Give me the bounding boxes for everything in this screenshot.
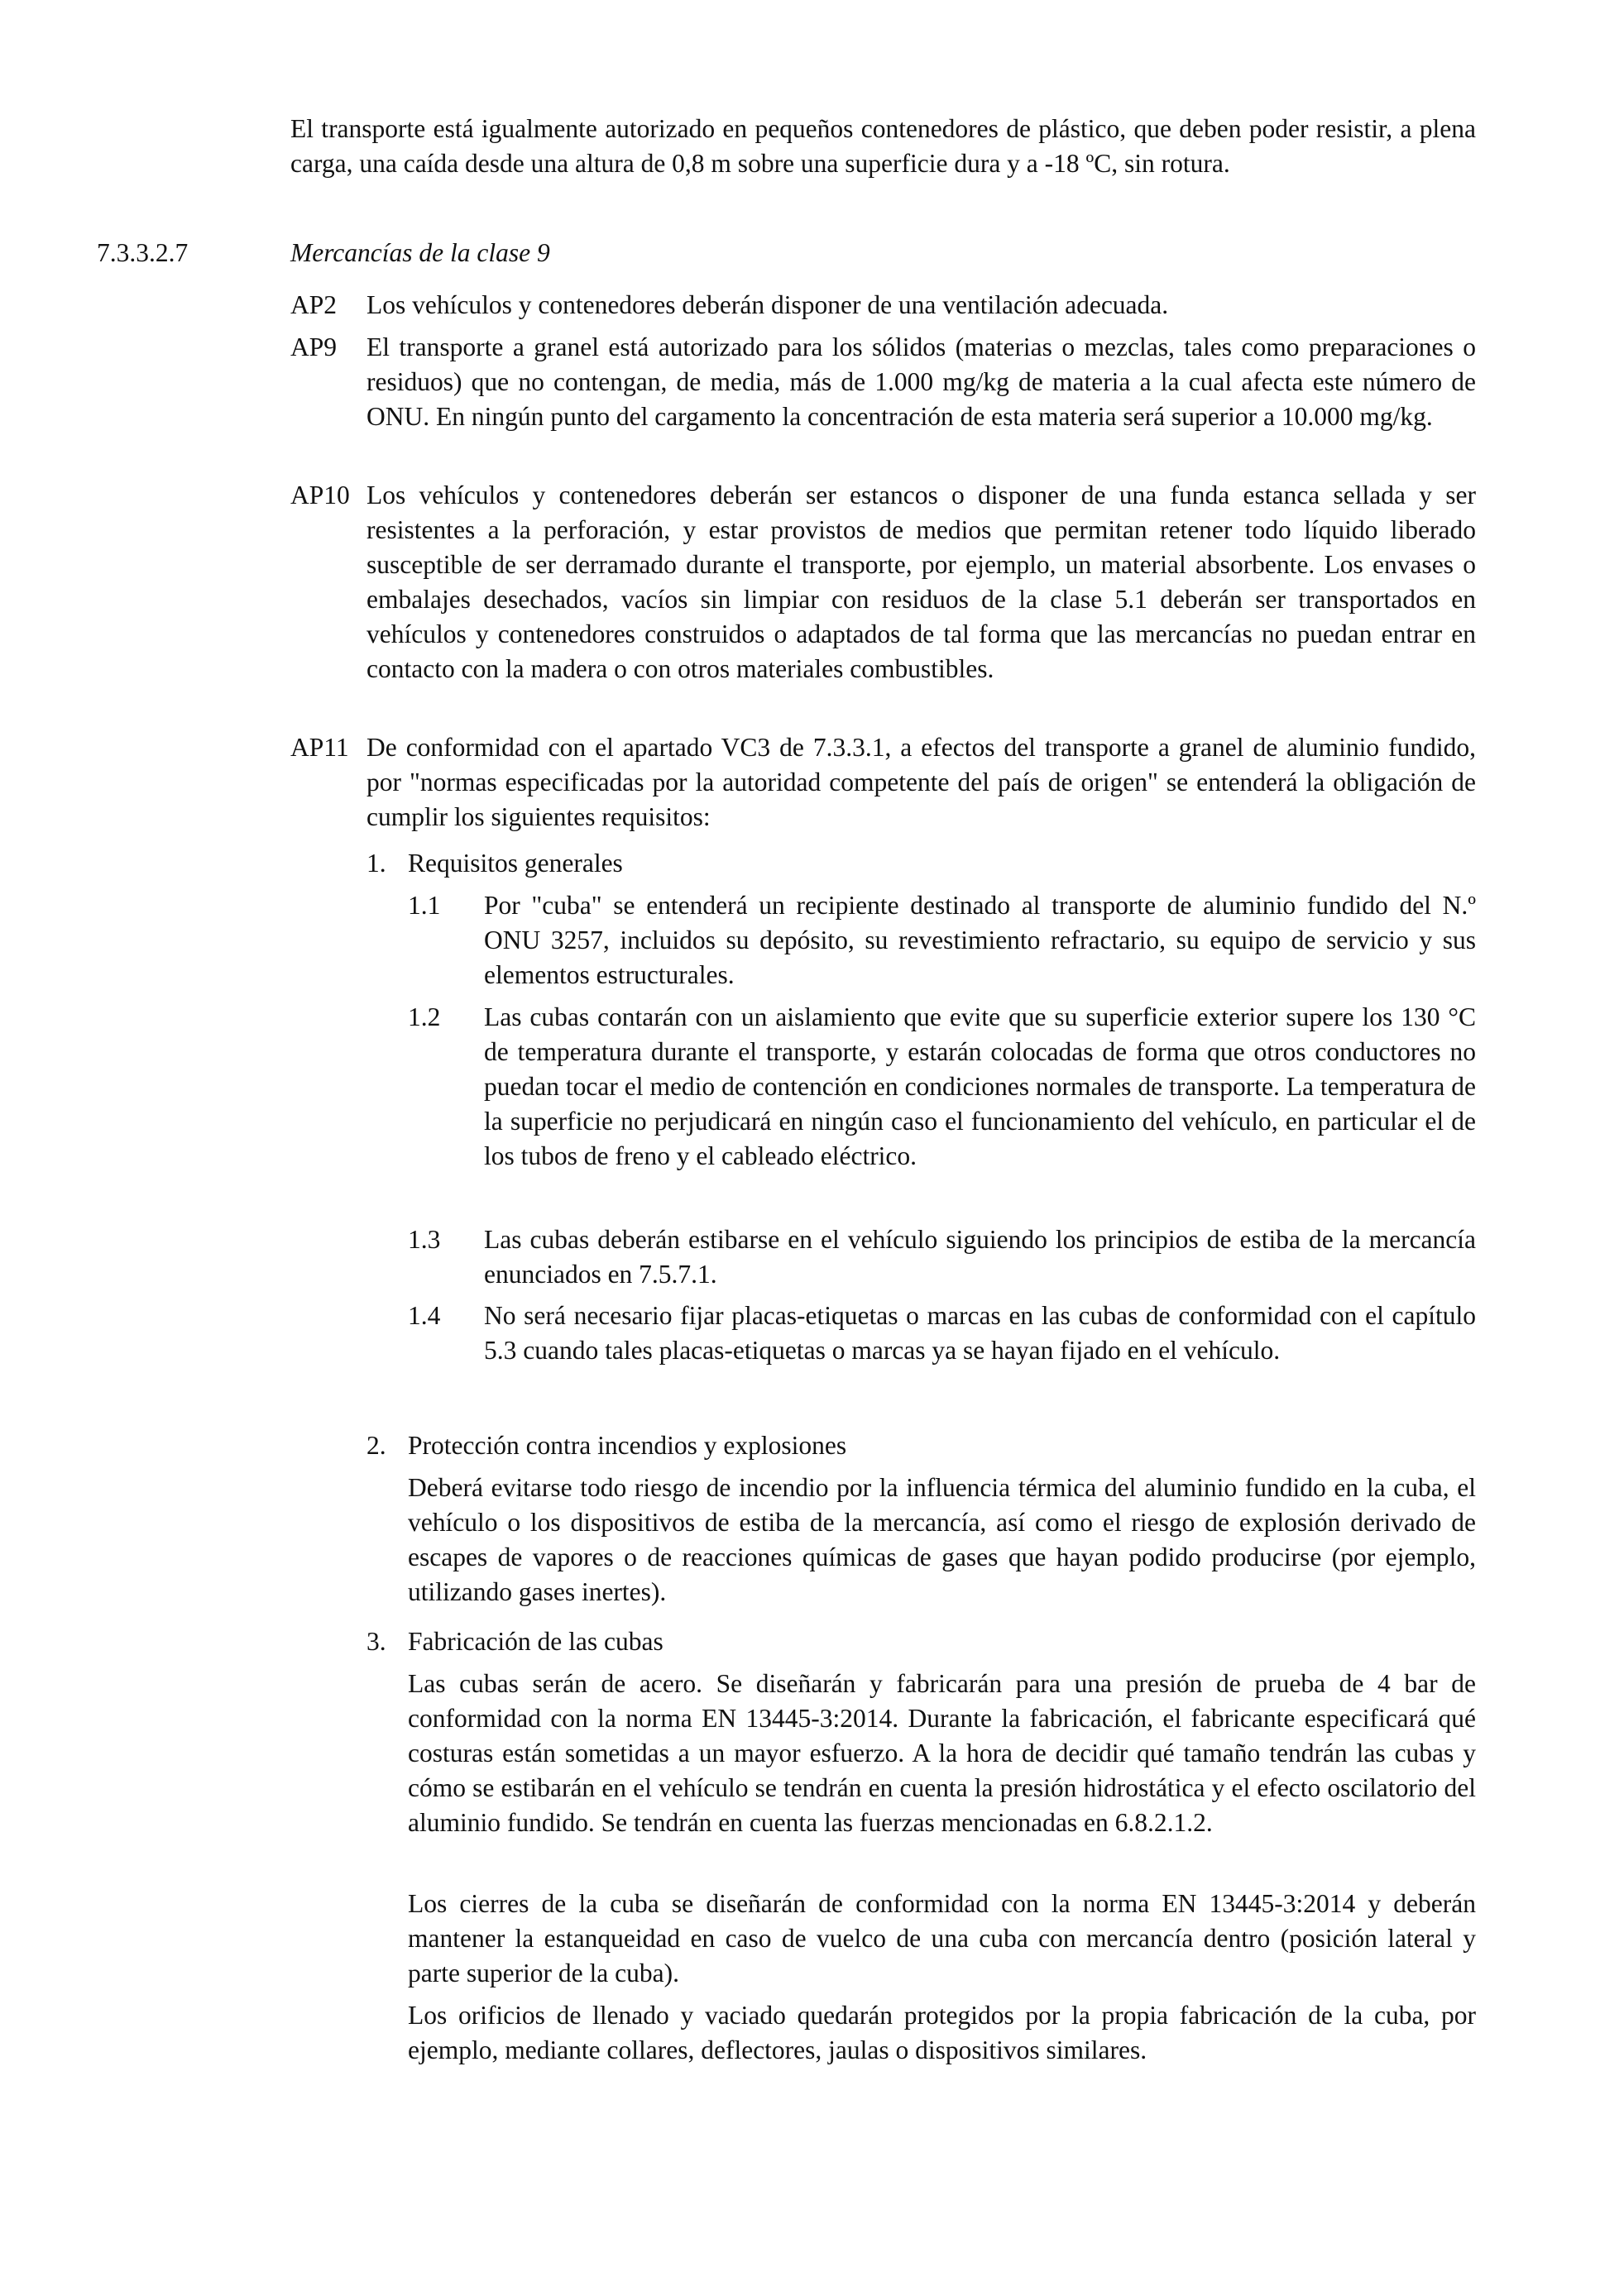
provision-text: De conformidad con el apartado VC3 de 7.3.3.1, a efectos del transporte a granel de aluminio fundido, por "normas especificadas por la autoridad competente del país de origen" se entenderá la obligación de cumplir los siguientes requisitos:	[366, 733, 1476, 831]
provision-ap9	[290, 330, 1476, 434]
provision-ap2	[290, 288, 1476, 323]
sub-number: 1.3	[408, 1225, 441, 1254]
provision-text: El transporte a granel está autorizado para los sólidos (materias o mezclas, tales como preparaciones o residuos) que no contengan, de media, más de 1.000 mg/kg de materia a la cual afecta este número de ONU. En ningún punto del cargamento la concentración de esta materia será superior a 10.000 mg/kg.	[366, 332, 1476, 431]
sub-item-1-4	[408, 1299, 1476, 1368]
list-title: Fabricación de las cubas	[408, 1627, 663, 1656]
sub-text: Por "cuba" se entenderá un recipiente destinado al transporte de aluminio fundido del N.º ONU 3257, incluidos su depósito, su revestimiento refractario, su equipo de servicio y sus elementos estructurales.	[484, 891, 1476, 989]
section-number: 7.3.3.2.7	[97, 238, 189, 267]
provision-ap11	[290, 730, 1476, 835]
provision-code: AP2	[290, 290, 338, 319]
fire-protection-paragraph: Deberá evitarse todo riesgo de incendio por la influencia térmica del aluminio fundido en la cuba, el vehículo o los dispositivos de estiba de la mercancía, así como el riesgo de explosión derivado de escapes de vapores o de reacciones químicas de gases que hayan podido producirse (por ejemplo, utilizando gases inertes).	[408, 1473, 1476, 1606]
provision-text: Los vehículos y contenedores deberán ser estancos o disponer de una funda estanca sellada y ser resistentes a la perforación, y estar provistos de medios que permitan retener todo líquido liberado susceptible de ser derramado durante el transporte, por ejemplo, un material absorbente. Los envases o embalajes desechados, vacíos sin limpiar con residuos de la clase 5.1 deberán ser transportados en vehículos y contenedores construidos o adaptados de tal forma que las mercancías no puedan entrar en contacto con la madera o con otros materiales combustibles.	[366, 481, 1476, 683]
sub-text: Las cubas deberán estibarse en el vehículo siguiendo los principios de estiba de la mercancía enunciados en 7.5.7.1.	[484, 1225, 1476, 1289]
provision-code: AP9	[290, 332, 338, 361]
list-number: 3.	[366, 1627, 386, 1656]
intro-paragraph: El transporte está igualmente autorizado en pequeños contenedores de plástico, que deben poder resistir, a plena carga, una caída desde una altura de 0,8 m sobre una superficie dura y a -18 ºC, sin rotura.	[290, 114, 1476, 178]
sub-item-1-3	[408, 1222, 1476, 1292]
requirement-heading-fire	[366, 1428, 1476, 1463]
sub-item-1-2	[408, 1000, 1476, 1174]
sub-number: 1.4	[408, 1301, 441, 1330]
sub-text: No será necesario fijar placas-etiquetas o marcas en las cubas de conformidad con el capítulo 5.3 cuando tales placas-etiquetas o marcas ya se hayan fijado en el vehículo.	[484, 1301, 1476, 1365]
sub-number: 1.2	[408, 1002, 441, 1031]
closures-paragraph: Los cierres de la cuba se diseñarán de conformidad con la norma EN 13445-3:2014 y deberán mantener la estanqueidad en caso de vuelco de una cuba con mercancía dentro (posición lateral y parte superior de la cuba).	[408, 1889, 1476, 1987]
sub-item-1-1	[408, 888, 1476, 993]
provision-ap10	[290, 478, 1476, 686]
provision-code: AP11	[290, 733, 349, 762]
list-title: Protección contra incendios y explosiones	[408, 1431, 847, 1460]
sub-text: Las cubas contarán con un aislamiento que evite que su superficie exterior supere los 130 °C de temperatura durante el transporte, y estarán colocadas de forma que otros conductores no puedan tocar el medio de contención en condiciones normales de transporte. La temperatura de la superficie no perjudicará en ningún caso el funcionamiento del vehículo, en particular el de los tubos de freno y el cableado eléctrico.	[484, 1002, 1476, 1170]
requirement-heading-construction	[366, 1624, 1476, 1659]
construction-paragraph: Las cubas serán de acero. Se diseñarán y fabricarán para una presión de prueba de 4 bar de conformidad con la norma EN 13445-3:2014. Durante la fabricación, el fabricante especificará qué costuras están sometidas a un mayor esfuerzo. A la hora de decidir qué tamaño tendrán las cubas y cómo se estibarán en el vehículo se tendrán en cuenta la presión hidrostática y el efecto oscilatorio del aluminio fundido. Se tendrán en cuenta las fuerzas mencionadas en 6.8.2.1.2.	[408, 1669, 1476, 1837]
requirement-heading-general	[366, 846, 1476, 881]
openings-paragraph: Los orificios de llenado y vaciado quedarán protegidos por la propia fabricación de la cuba, por ejemplo, mediante collares, deflectores, jaulas o dispositivos similares.	[408, 2001, 1476, 2064]
provision-code: AP10	[290, 481, 350, 509]
sub-number: 1.1	[408, 891, 441, 920]
provision-text: Los vehículos y contenedores deberán disponer de una ventilación adecuada.	[366, 290, 1169, 319]
section-title: Mercancías de la clase 9	[290, 238, 550, 267]
list-number: 2.	[366, 1431, 386, 1460]
list-number: 1.	[366, 849, 386, 878]
list-title: Requisitos generales	[408, 849, 623, 878]
